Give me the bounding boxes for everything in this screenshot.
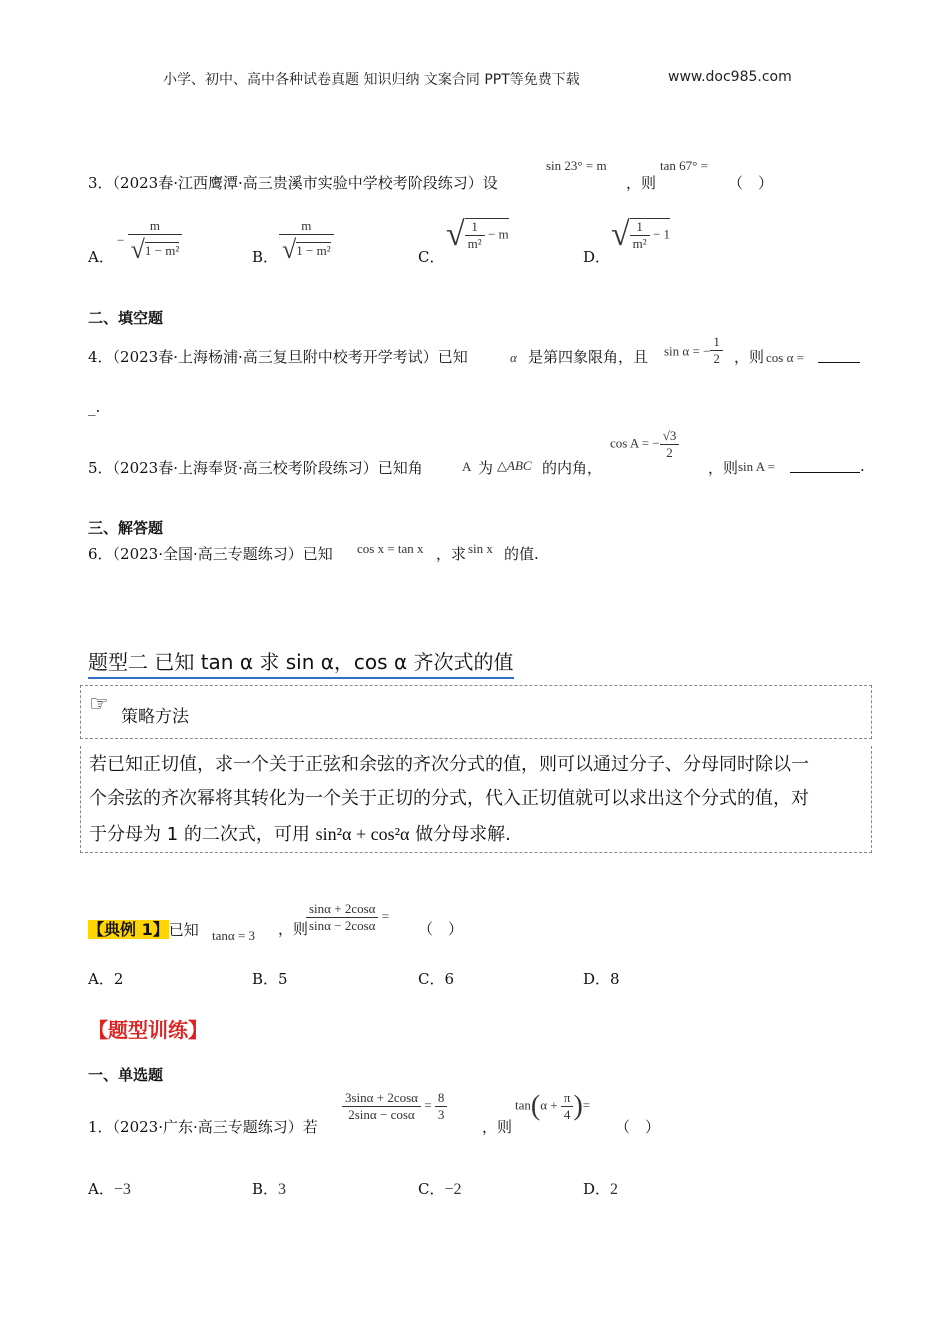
strategy-line-2: 个余弦的齐次幂将其转化为一个关于正切的分式，代入正切值就可以求出这个分式的值，对 <box>89 788 809 809</box>
strategy-header-box <box>80 685 872 739</box>
question-number: 5． <box>88 459 113 477</box>
option-c-expr: √ $\frac{1}{\text{m²}}$ − m <box>446 216 509 253</box>
example-condition: tanα = 3 <box>212 928 256 943</box>
answer-blank[interactable] <box>790 459 860 473</box>
q3-ask: tan 67° = <box>660 158 708 173</box>
option-a[interactable]: A．−3 <box>88 1180 131 1198</box>
q5-mid1: 为 <box>478 459 494 477</box>
answer-paren: （ ） <box>728 174 774 192</box>
option-label: D． <box>583 248 611 266</box>
option-b[interactable]: B．3 <box>252 1180 287 1198</box>
answer-blank[interactable] <box>818 350 860 363</box>
option-label: B． <box>252 248 279 266</box>
q4-condition: sin α = − $\frac{1}{2}$ <box>664 338 723 367</box>
option-a[interactable]: A．2 <box>88 970 124 988</box>
option-a-expr: − $\frac{m}{\text{√1 − m²}}$ <box>117 218 182 265</box>
option-d[interactable]: D．2 <box>583 1180 619 1198</box>
strategy-line-1: 若已知正切值，求一个关于正弦和余弦的齐次分式的值，则可以通过分子、分母同时除以一 <box>89 754 809 775</box>
option-d[interactable]: D．8 <box>583 970 620 988</box>
question-5 <box>88 457 423 478</box>
question-source: （2023春·上海杨浦·高三复旦附中校考开学考试）已知 <box>112 348 468 366</box>
q4-mid: 是第四象限角，且 <box>528 348 649 366</box>
q6-mid: ，求 <box>436 545 467 563</box>
header-left-text: 小学、初中、高中各种试卷真题 知识归纳 文案合同 PPT等免费下载 <box>163 72 580 88</box>
section-title-type2: 题型二 已知 tan α 求 sin α，cos α 齐次式的值 <box>88 646 514 679</box>
example-fraction: $\frac{\sin\alpha + 2\cos\alpha}{\sin\alpha - 2\cos\alpha}$ = <box>306 901 389 934</box>
option-label: A． <box>88 248 114 266</box>
header-url: www.doc985.com <box>668 69 792 85</box>
option-d-expr: √ $\frac{1}{\text{m²}}$ − 1 <box>611 216 671 253</box>
question-source: （2023春·江西鹰潭·高三贵溪市实验中学校考阶段练习）设 <box>112 174 498 192</box>
question-number: 4． <box>88 348 113 366</box>
option-a[interactable] <box>88 246 114 267</box>
question-3 <box>88 172 498 193</box>
q5-triangle: △ABC <box>497 458 532 473</box>
section-fill-blank: 二、填空题 <box>88 309 164 327</box>
section-solve: 三、解答题 <box>88 519 164 537</box>
question-source: （2023·广东·高三专题练习）若 <box>112 1118 318 1136</box>
question-6 <box>88 543 333 564</box>
option-b-expr: $\frac{m}{\text{√1 − m²}}$ <box>279 218 334 265</box>
q6-ask: sin x <box>468 541 493 556</box>
answer-paren: （ ） <box>418 920 464 938</box>
q5-end: . <box>860 457 865 475</box>
q5-angle: A <box>462 459 472 474</box>
strategy-line-3: 于分母为 1 的二次式，可用 sin²α + cos²α 做分母求解. <box>89 824 511 845</box>
option-b[interactable] <box>252 246 278 267</box>
option-d[interactable] <box>583 246 610 267</box>
section-single-choice: 一、单选题 <box>88 1066 164 1084</box>
q5-condition: cos A = − $\frac{√3}{2}$ <box>610 428 679 461</box>
q6-end: 的值. <box>504 545 539 563</box>
strategy-label: 策略方法 <box>121 707 189 727</box>
pointing-hand-icon: ☞ <box>89 692 109 717</box>
example-sep: ，则 <box>278 920 309 938</box>
q4-tail: _. <box>88 398 101 416</box>
question-number: 6． <box>88 545 113 563</box>
example-1: 【典例 1】已知 <box>88 920 199 939</box>
q5-mid2: 的内角， <box>542 459 603 477</box>
question-number: 3． <box>88 174 113 192</box>
training-title: 【题型训练】 <box>88 1018 208 1042</box>
option-c[interactable] <box>418 246 444 267</box>
question-source: （2023春·上海奉贤·高三校考阶段练习）已知角 <box>112 459 423 477</box>
q4-alpha: α <box>510 350 517 365</box>
strategy-text-box <box>80 746 872 853</box>
q6-condition: cos x = tan x <box>357 541 424 556</box>
t1-ask: tan(α + $\frac{\pi}{4}$ )= <box>515 1090 591 1122</box>
option-b[interactable]: B．5 <box>252 970 288 988</box>
q4-ask: cos α = <box>766 350 804 365</box>
q4-sep: ，则 <box>734 348 765 366</box>
question-number: 1． <box>88 1118 113 1136</box>
question-4 <box>88 346 468 367</box>
q5-sep: ，则 <box>708 459 739 477</box>
question-source: （2023·全国·高三专题练习）已知 <box>112 545 333 563</box>
q3-condition: sin 23° = m <box>546 158 607 173</box>
training-question-1 <box>88 1116 318 1137</box>
option-c[interactable]: C．6 <box>418 970 455 988</box>
example-tag: 【典例 1】 <box>88 920 169 939</box>
answer-paren: （ ） <box>615 1118 661 1136</box>
option-c[interactable]: C．−2 <box>418 1180 462 1198</box>
option-label: C． <box>418 248 445 266</box>
q5-ask: sin A = <box>738 459 775 474</box>
t1-condition: $\frac{3\sin\alpha + 2\cos\alpha}{2\sin\alpha - \cos\alpha}$ = $\frac{8}{3}$ <box>342 1090 447 1123</box>
q3-sep: ，则 <box>626 174 657 192</box>
t1-sep: ，则 <box>482 1118 513 1136</box>
